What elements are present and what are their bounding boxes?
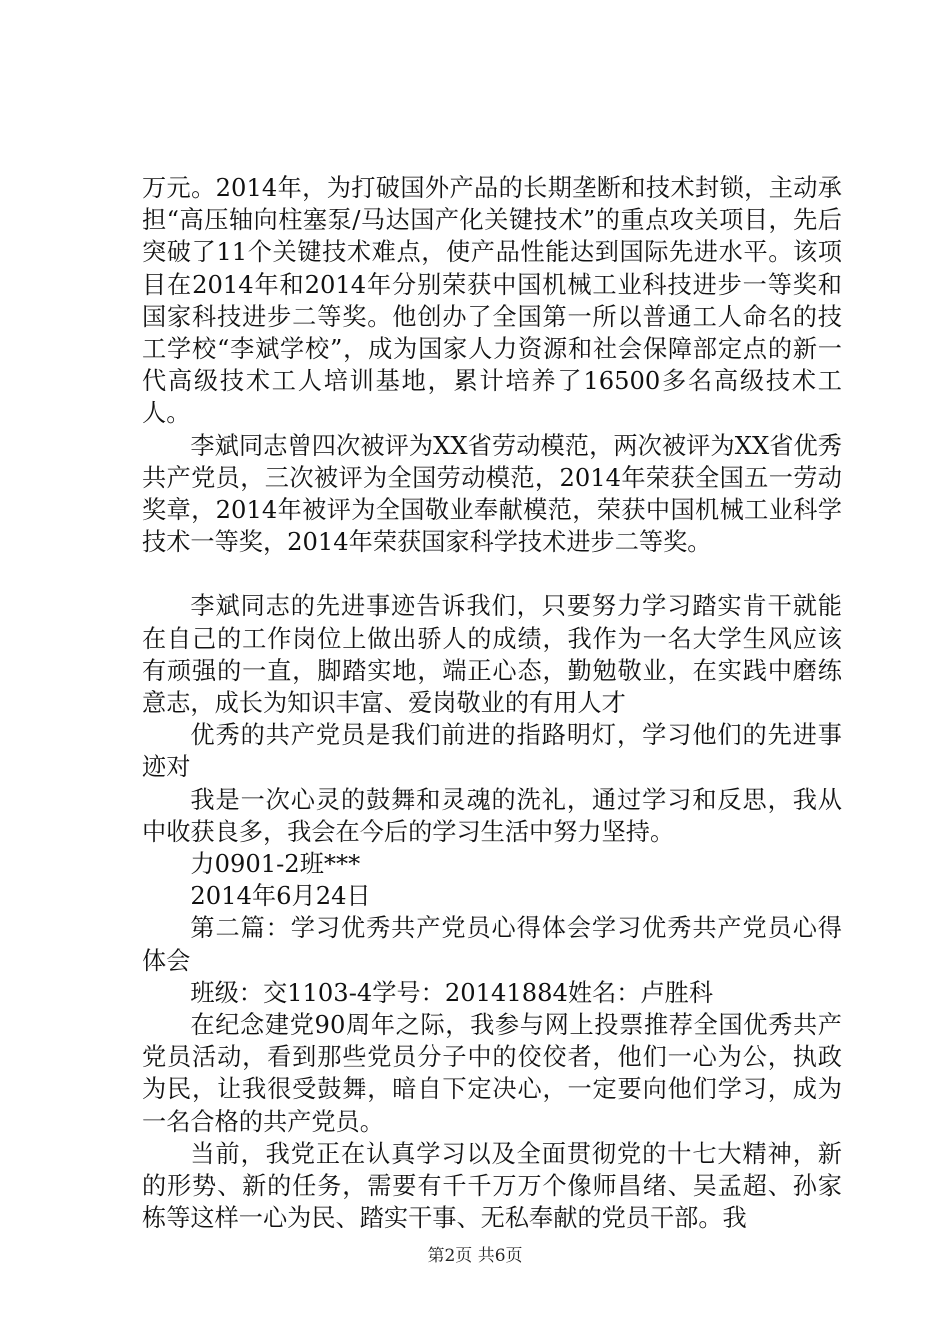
student-info: 班级：交1103-4学号：20141884姓名：卢胜科 (190, 978, 714, 1007)
paragraph-2: 李斌同志曾四次被评为XX省劳动模范，两次被评为XX省优秀共产党员，三次被评为全国劳动模范，2014年荣获全国五一劳动奖章，2014年被评为全国敬业奉献模范，荣获中国机械工业科学技术一等奖，2014年荣获国家科学技术进步二等奖。 (142, 431, 842, 557)
signature-date: 2014年6月24日 (190, 882, 371, 911)
document-body (142, 172, 842, 1235)
section-heading: 第二篇：学习优秀共产党员心得体会学习优秀共产党员心得体会 (142, 914, 842, 975)
class-signature: 力0901-2班*** (190, 850, 361, 879)
paragraph-6: 在纪念建党90周年之际，我参与网上投票推荐全国优秀共产党员活动，看到那些党员分子中的佼佼者，他们一心为公，执政为民，让我很受鼓舞，暗自下定决心，一定要向他们学习，成为一名合格的共产党员。 (142, 1011, 842, 1136)
paragraph-3: 李斌同志的先进事迹告诉我们，只要努力学习踏实肯干就能在自己的工作岗位上做出骄人的成绩，我作为一名大学生风应该有顽强的一直，脚踏实地，端正心态，勤勉敬业，在实践中磨练意志，成长为知识丰富、爱岗敬业的有用人才 (142, 592, 842, 718)
page-number: 第2页 共6页 (427, 1246, 523, 1266)
paragraph-4: 优秀的共产党员是我们前进的指路明灯，学习他们的先进事迹对 (142, 721, 842, 782)
paragraph-5: 我是一次心灵的鼓舞和灵魂的洗礼，通过学习和反思，我从中收获良多，我会在今后的学习生活中努力坚持。 (142, 785, 842, 846)
paragraph-7: 当前，我党正在认真学习以及全面贯彻党的十七大精神，新的形势、新的任务，需要有千千万万个像师昌绪、吴孟超、孙家栋等这样一心为民、踏实干事、无私奉献的党员干部。我 (142, 1139, 842, 1233)
paragraph-1: 万元。2014年，为打破国外产品的长期垄断和技术封锁，主动承担“高压轴向柱塞泵/马达国产化关键技术”的重点攻关项目，先后突破了11个关键技术难点，使产品性能达到国际先进水平。该项目在2014年和2014年分别荣获中国机械工业科技进步一等奖和国家科技进步二等奖。他创办了全国第一所以普通工人命名的技工学校“李斌学校”，成为国家人力资源和社会保障部定点的新一代高级技术工人培训基地，累计培养了16500多名高级技术工人。 (142, 174, 842, 428)
